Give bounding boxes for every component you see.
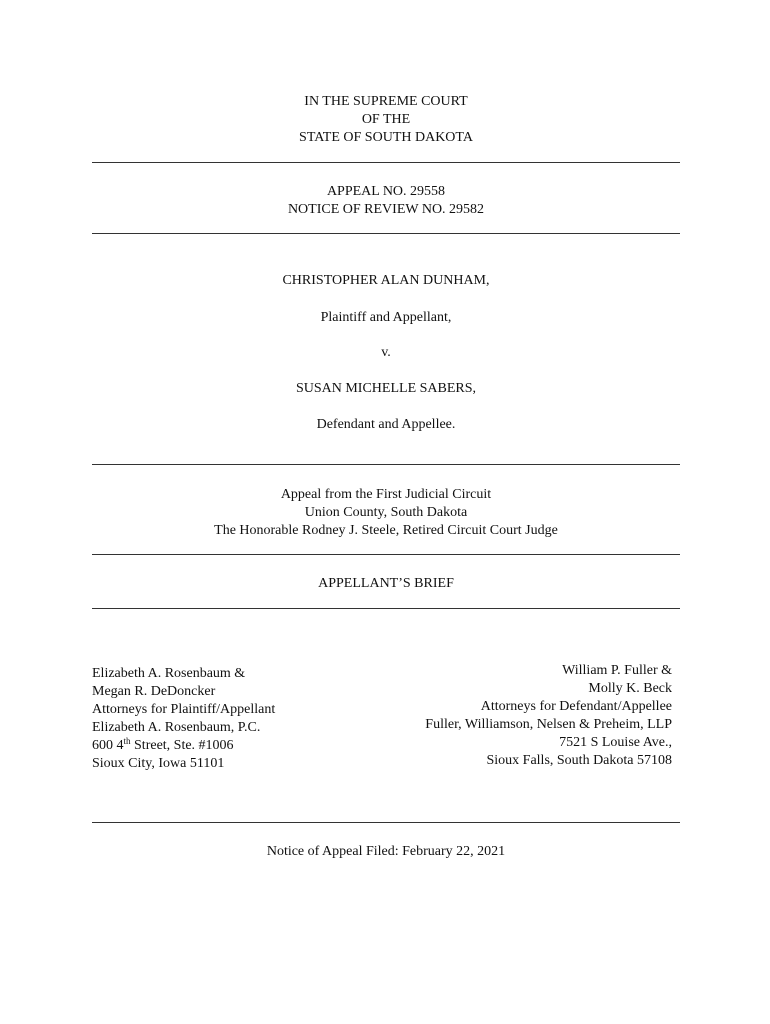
filing-notice xyxy=(92,843,680,861)
appellee-counsel-line-2: Molly K. Beck xyxy=(588,681,672,696)
appellant-counsel-block xyxy=(92,665,372,773)
appeal-source-line-3: The Honorable Rodney J. Steele, Retired Circuit Court Judge xyxy=(214,523,558,538)
appellee-counsel-line-6: Sioux Falls, South Dakota 57108 xyxy=(486,753,672,768)
address-street: Street, Ste. #1006 xyxy=(130,738,234,753)
defendant-name-text: SUSAN MICHELLE SABERS, xyxy=(295,381,477,396)
appellant-address-line xyxy=(92,737,372,755)
appellant-counsel-line-2: Megan R. DeDoncker xyxy=(92,684,216,699)
brief-title-text: APPELLANT’S BRIEF xyxy=(318,576,454,591)
appeal-number: APPEAL NO. 29558 xyxy=(326,184,446,199)
divider-rule xyxy=(92,233,680,234)
appellee-counsel-line-4: Fuller, Williamson, Nelsen & Preheim, LLP xyxy=(425,717,672,732)
plaintiff-name xyxy=(92,272,680,290)
versus xyxy=(92,344,680,362)
divider-rule xyxy=(92,162,680,163)
plaintiff-role-text: Plaintiff and Appellant, xyxy=(320,310,452,325)
appellant-counsel-line-3: Attorneys for Plaintiff/Appellant xyxy=(92,702,276,717)
appeal-source-line-2: Union County, South Dakota xyxy=(304,505,468,520)
appellee-counsel-block xyxy=(380,662,672,770)
filing-notice-text: Notice of Appeal Filed: February 22, 2021 xyxy=(266,844,506,859)
divider-rule xyxy=(92,554,680,555)
appellant-counsel-line-6: Sioux City, Iowa 51101 xyxy=(92,756,225,771)
versus-text: v. xyxy=(381,345,391,360)
brief-title xyxy=(92,575,680,593)
appellant-counsel-line-1: Elizabeth A. Rosenbaum & xyxy=(92,666,246,681)
address-ordinal: th xyxy=(123,736,131,746)
appellee-counsel-line-1: William P. Fuller & xyxy=(562,663,672,678)
court-line-2: OF THE xyxy=(361,112,411,127)
appeal-source xyxy=(92,486,680,540)
address-number: 600 4 xyxy=(92,738,124,753)
divider-rule xyxy=(92,464,680,465)
review-number: NOTICE OF REVIEW NO. 29582 xyxy=(287,202,485,217)
plaintiff-name-text: CHRISTOPHER ALAN DUNHAM, xyxy=(282,273,490,288)
court-heading xyxy=(92,93,680,147)
court-line-3: STATE OF SOUTH DAKOTA xyxy=(299,130,473,145)
court-line-1: IN THE SUPREME COURT xyxy=(304,94,468,109)
plaintiff-role xyxy=(92,309,680,327)
divider-rule xyxy=(92,822,680,823)
appellee-counsel-line-5: 7521 S Louise Ave., xyxy=(559,735,672,750)
defendant-role xyxy=(92,416,680,434)
appeal-source-line-1: Appeal from the First Judicial Circuit xyxy=(280,487,492,502)
defendant-name xyxy=(92,380,680,398)
case-numbers xyxy=(92,183,680,219)
divider-rule xyxy=(92,608,680,609)
defendant-role-text: Defendant and Appellee. xyxy=(316,417,456,432)
appellant-counsel-line-4: Elizabeth A. Rosenbaum, P.C. xyxy=(92,720,261,735)
appellee-counsel-line-3: Attorneys for Defendant/Appellee xyxy=(480,699,672,714)
